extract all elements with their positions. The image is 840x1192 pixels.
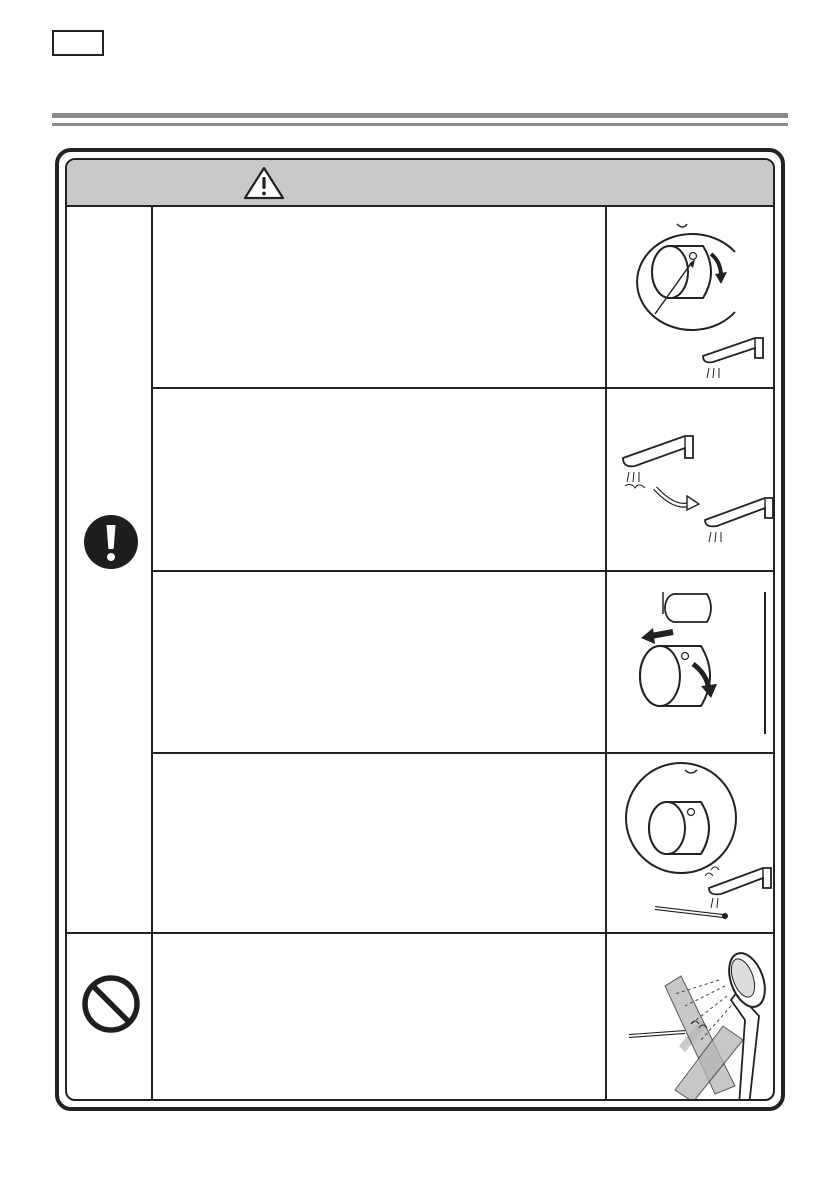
knob-thermometer-figure <box>615 756 775 928</box>
shower-hand-prohibited-figure <box>615 936 775 1101</box>
knob-turn-figure <box>615 574 775 744</box>
warning-table <box>55 148 785 1111</box>
row-divider <box>153 752 773 754</box>
page-label-box <box>52 30 104 56</box>
row-divider <box>153 387 773 389</box>
warning-header <box>67 160 773 207</box>
mandatory-exclamation-icon <box>83 514 139 570</box>
prohibition-icon <box>81 974 141 1034</box>
row-divider <box>153 570 773 572</box>
thermostat-knob-button-figure <box>615 212 775 382</box>
spout-temperature-change-figure <box>615 392 775 562</box>
warning-triangle-icon <box>242 165 286 201</box>
symbol-column-divider <box>151 207 153 1099</box>
group-divider <box>67 932 773 934</box>
figure-column-divider <box>605 207 607 1099</box>
section-rule <box>52 113 788 129</box>
